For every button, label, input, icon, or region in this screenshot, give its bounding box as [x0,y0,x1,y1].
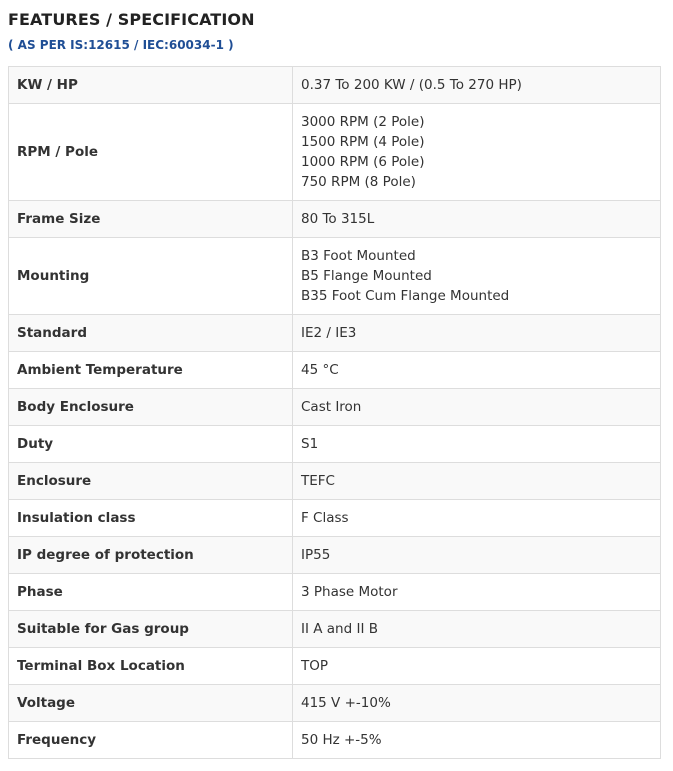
spec-label: Ambient Temperature [9,352,293,389]
spec-label: Insulation class [9,500,293,537]
table-row [9,67,661,104]
spec-value [293,67,661,104]
spec-value [293,611,661,648]
table-row [9,389,661,426]
table-row [9,352,661,389]
spec-value-line: 3000 RPM (2 Pole) [301,114,425,130]
spec-label: Voltage [9,685,293,722]
spec-value-line: II A and II B [301,621,378,637]
spec-value-line: B3 Foot Mounted [301,248,416,264]
table-row [9,685,661,722]
table-row [9,611,661,648]
spec-value-line: 3 Phase Motor [301,584,398,600]
spec-value-line: 50 Hz +-5% [301,732,382,748]
spec-value-line: TEFC [301,473,335,489]
table-row [9,648,661,685]
spec-value-line: IE2 / IE3 [301,325,357,341]
spec-value-line: 1500 RPM (4 Pole) [301,134,425,150]
page-title: FEATURES / SPECIFICATION [8,10,255,29]
spec-label: KW / HP [9,67,293,104]
spec-value [293,238,661,315]
spec-value-line: 1000 RPM (6 Pole) [301,154,425,170]
spec-label: IP degree of protection [9,537,293,574]
table-row [9,315,661,352]
spec-value [293,500,661,537]
specification-table-body [9,67,661,759]
table-row [9,537,661,574]
spec-value-line: S1 [301,436,319,452]
standard-reference: ( AS PER IS:12615 / IEC:60034-1 ) [8,38,234,52]
spec-value [293,389,661,426]
spec-value-line: 0.37 To 200 KW / (0.5 To 270 HP) [301,77,522,93]
spec-value-line: Cast Iron [301,399,362,415]
table-row [9,574,661,611]
spec-value-line: TOP [301,658,329,674]
spec-value [293,648,661,685]
spec-label: Mounting [9,238,293,315]
table-row [9,426,661,463]
spec-label: Frequency [9,722,293,759]
spec-value [293,722,661,759]
spec-value-line: 415 V +-10% [301,695,391,711]
spec-value [293,685,661,722]
spec-label: Duty [9,426,293,463]
spec-value [293,315,661,352]
spec-label: Body Enclosure [9,389,293,426]
specification-table [8,66,661,759]
spec-label: Enclosure [9,463,293,500]
table-row [9,201,661,238]
spec-value-line: 80 To 315L [301,211,375,227]
spec-value-line: IP55 [301,547,331,563]
table-row [9,722,661,759]
spec-value [293,426,661,463]
spec-label: Suitable for Gas group [9,611,293,648]
spec-value [293,352,661,389]
spec-value [293,463,661,500]
spec-value-line: 750 RPM (8 Pole) [301,174,416,190]
table-row [9,238,661,315]
spec-value [293,201,661,238]
spec-label: Frame Size [9,201,293,238]
spec-value-line: F Class [301,510,349,526]
spec-value [293,574,661,611]
spec-value-line: B5 Flange Mounted [301,268,432,284]
spec-value [293,537,661,574]
spec-value-line: 45 °C [301,362,339,378]
table-row [9,500,661,537]
spec-label: Terminal Box Location [9,648,293,685]
table-row [9,463,661,500]
spec-label: RPM / Pole [9,104,293,201]
table-row [9,104,661,201]
spec-label: Standard [9,315,293,352]
spec-label: Phase [9,574,293,611]
spec-value [293,104,661,201]
spec-value-line: B35 Foot Cum Flange Mounted [301,288,510,304]
